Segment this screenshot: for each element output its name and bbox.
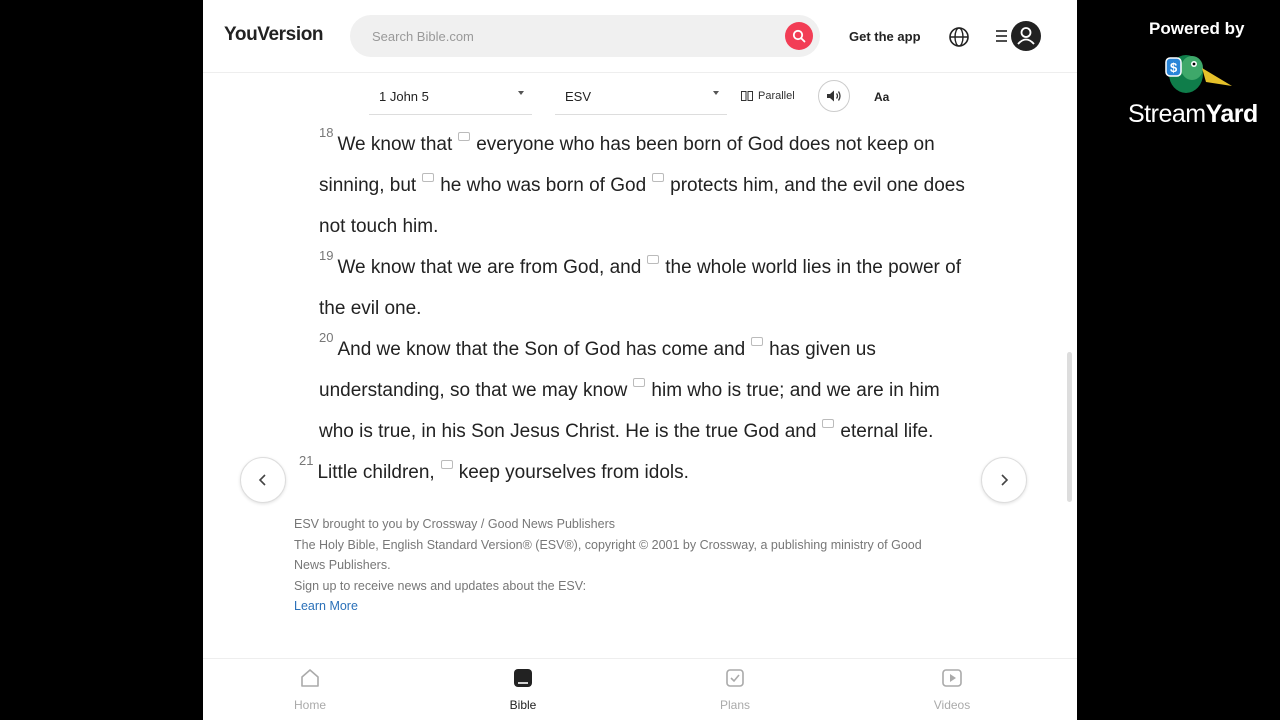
footnote-icon[interactable] xyxy=(647,255,659,264)
plans-icon xyxy=(724,667,746,689)
verse-number: 18 xyxy=(319,125,334,140)
reader-toolbar xyxy=(203,72,1077,120)
version-select[interactable]: ESV xyxy=(555,78,727,115)
verse-21: $^{21}$Little children, keep yourselves from idols. xyxy=(299,453,689,483)
nav-plans[interactable] xyxy=(695,667,775,712)
search-bar[interactable] xyxy=(350,15,820,57)
nav-bible[interactable] xyxy=(483,667,563,712)
footnote-icon[interactable] xyxy=(422,173,434,182)
footnote-icon[interactable] xyxy=(458,132,470,141)
home-icon xyxy=(299,667,321,689)
bible-icon xyxy=(512,667,534,689)
footnote-icon[interactable] xyxy=(633,378,645,387)
nav-videos-label: Videos xyxy=(933,698,971,712)
nav-bible-label: Bible xyxy=(509,698,537,712)
nav-plans-label: Plans xyxy=(719,698,751,712)
verse-19: $^{19}$We know that we are from God, and the whole world lies in the power of the evil one. xyxy=(319,248,961,319)
chevron-right-icon xyxy=(998,473,1010,487)
book-chapter-select[interactable]: 1 John 5 xyxy=(369,78,532,115)
audio-button[interactable] xyxy=(818,80,850,112)
footnote-icon[interactable] xyxy=(822,419,834,428)
bible-app-window xyxy=(203,0,1077,720)
learn-more-link[interactable]: Learn More xyxy=(294,599,358,613)
user-icon xyxy=(1011,21,1041,51)
nav-videos[interactable] xyxy=(912,667,992,712)
footnote-icon[interactable] xyxy=(441,460,453,469)
verse-number: 21 xyxy=(299,453,314,468)
dropdown-caret-icon xyxy=(713,91,719,95)
nav-home[interactable] xyxy=(270,667,350,712)
videos-icon xyxy=(941,667,963,689)
nav-home-label: Home xyxy=(293,698,326,712)
footnote-icon[interactable] xyxy=(652,173,664,182)
bottom-navigation xyxy=(203,658,1077,720)
verse-18: $^{18}$We know that everyone who has been born of God does not keep on sinning, but he who was born of God protects him, and the evil one does not touch him. xyxy=(319,125,965,237)
next-chapter-button[interactable] xyxy=(981,457,1027,503)
speaker-icon xyxy=(826,89,842,103)
streamyard-duck-logo-icon xyxy=(1162,48,1234,98)
copyright-notice: ESV brought to you by Crossway / Good News Publishers The Holy Bible, English Standard Version® (ESV®), copyright © 2001 by Crossway, a publishing ministry of Good News Publishers. Sign up to receive news and updates about the ESV: Learn More xyxy=(294,514,954,617)
search-button[interactable] xyxy=(785,22,813,50)
parallel-columns-icon xyxy=(741,91,753,101)
powered-by-label: Powered by xyxy=(1149,19,1245,38)
streamyard-watermark xyxy=(1110,14,1280,144)
user-avatar[interactable] xyxy=(1011,21,1041,51)
youversion-logo[interactable]: YouVersion xyxy=(224,24,324,45)
chevron-left-icon xyxy=(257,473,269,487)
verse-20: $^{20}$And we know that the Son of God has come and has given us understanding, so that we may know him who is true; and we are in him who is true, in his Son Jesus Christ. He is the true God and eternal life. xyxy=(319,330,940,442)
dropdown-caret-icon xyxy=(518,91,524,95)
get-app-button[interactable]: Get the app xyxy=(849,29,921,44)
verse-number: 19 xyxy=(319,248,334,263)
verse-number: 20 xyxy=(319,330,334,345)
search-input[interactable]: Search Bible.com xyxy=(372,29,474,44)
parallel-label: Parallel xyxy=(758,90,795,102)
search-icon xyxy=(792,29,806,43)
footnote-icon[interactable] xyxy=(751,337,763,346)
chapter-text xyxy=(299,124,979,493)
parallel-button[interactable] xyxy=(741,90,795,102)
streamyard-brand: StreamYard xyxy=(1128,100,1258,128)
previous-chapter-button[interactable] xyxy=(240,457,286,503)
page-scrollbar[interactable] xyxy=(1067,352,1072,502)
hamburger-menu-icon[interactable] xyxy=(996,29,1008,43)
svg-text:$: $ xyxy=(1170,60,1178,75)
font-settings-button[interactable]: Aa xyxy=(874,90,890,104)
top-header xyxy=(203,0,1077,73)
globe-icon[interactable] xyxy=(948,26,970,48)
